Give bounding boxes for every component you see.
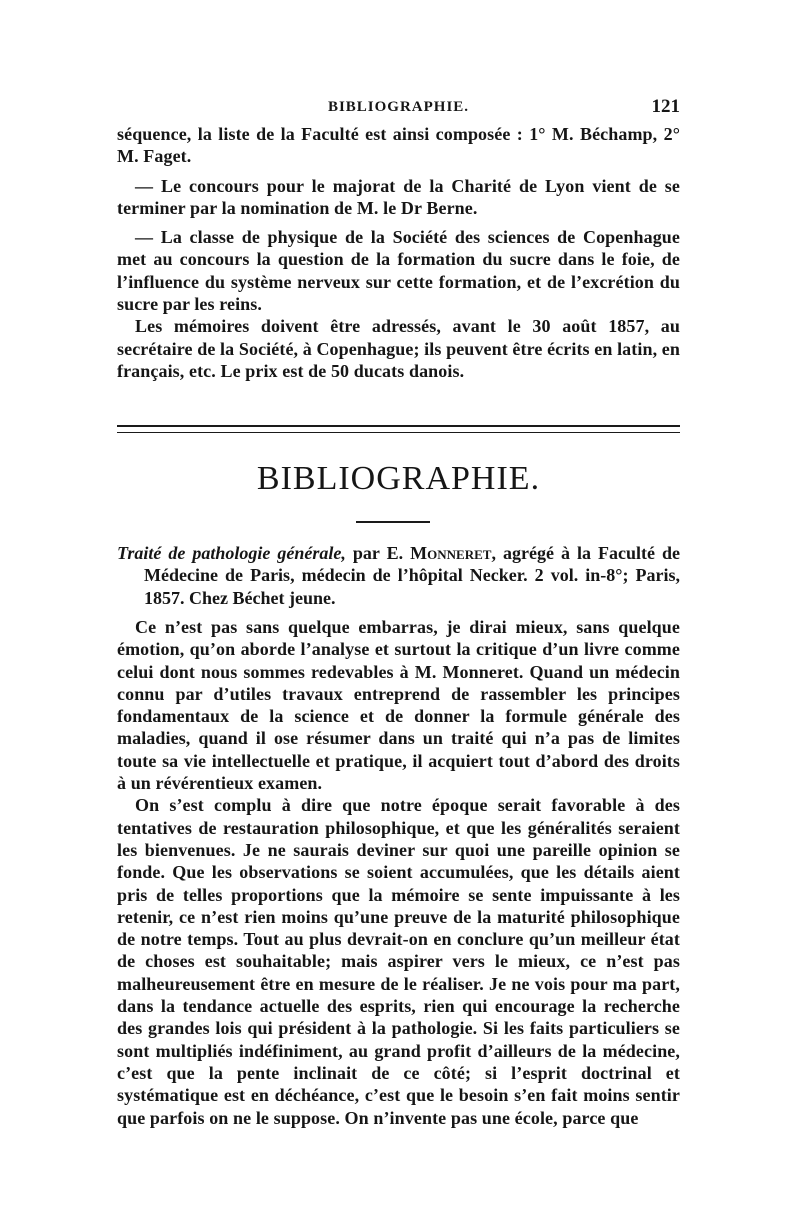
- author-prefix: par E.: [352, 543, 404, 563]
- author-name: Monneret: [410, 543, 492, 563]
- paragraph-memoires: Les mémoires doivent être adressés, avant le 30 août 1857, au secrétaire de la Société, à Copenhague; ils peuvent être écrits en latin, en français, etc. Le prix est de 50 ducats danois.: [117, 316, 680, 381]
- double-rule-divider: [117, 425, 680, 433]
- review-paragraph-2: On s’est complu à dire que notre époque serait favorable à des tentatives de restauration philosophique, et que les généralités seraient les bienvenues. Je ne saurais deviner sur quoi une pareille opinion se fonde. Que les observations se soient accumulées, que les détails aient pris de telles proportions que la mémoire se sente impuissante à les retenir, ce n’est rien moins qu’une preuve de la maturité philosophique de notre temps. Tout au plus devrait-on en conclure qu’un meilleur état de choses est souhaitable; mais aspirer vers le mieux, ce n’est pas malheureusement être en mesure de le réaliser. Je ne vois pour ma part, dans la tendance actuelle des esprits, rien qui encourage la recherche des grandes lois qui président à la pathologie. Si les faits particuliers se sont multipliés indéfiniment, au grand profit d’ailleurs de la médecine, c’est que la pente inclinait de ce côté; si l’esprit doctrinal et systématique est en déchéance, c’est que le besoin s’en fait moins sentir que parfois on ne le suppose. On n’invente pas une école, parce que: [117, 795, 680, 1128]
- review-body: [117, 616, 680, 1129]
- review-paragraph-1: Ce n’est pas sans quelque embarras, je dirai mieux, sans quelque émotion, qu’on aborde l’analyse et surtout la critique d’un livre comme celui dont nous sommes redevables à M. Monneret. Quand un médecin connu par d’utiles travaux entreprend de rassembler les principes fondamentaux de la science et de donner la formule générale des maladies, quand il ose résumer dans un traité qui n’a pas de limites toute sa vie intellectuelle et pratique, il acquiert tout d’abord des droits à un révérentieux examen.: [117, 617, 680, 794]
- citation-line: [117, 542, 680, 609]
- running-title: BIBLIOGRAPHIE.: [327, 99, 470, 115]
- citation-details: , agrégé à la Faculté de Médecine de Paris, médecin de l’hôpital Necker. 2 vol. in-8°; Paris, 1857. Chez Béchet jeune.: [144, 543, 681, 608]
- book-citation: [117, 542, 680, 609]
- paragraph-majorat-lyon: — Le concours pour le majorat de la Charité de Lyon vient de se terminer par la nomination de M. le Dr Berne.: [117, 175, 680, 218]
- book-title: Traité de pathologie générale,: [117, 543, 346, 563]
- section-title: BIBLIOGRAPHIE.: [256, 460, 541, 497]
- running-head: [117, 96, 680, 120]
- short-rule-divider: [356, 521, 430, 523]
- page-number: 121: [651, 96, 680, 117]
- paragraph-faculty-list: séquence, la liste de la Faculté est ainsi composée : 1° M. Béchamp, 2° M. Faget.: [117, 124, 680, 167]
- paragraph-copenhague-concours: — La classe de physique de la Société des sciences de Copenhague met au concours la question de la formation du sucre dans le foie, de l’influence du système nerveux sur cette formation, et de l’excrétion du sucre par les reins.: [117, 227, 680, 315]
- news-block: [117, 123, 680, 382]
